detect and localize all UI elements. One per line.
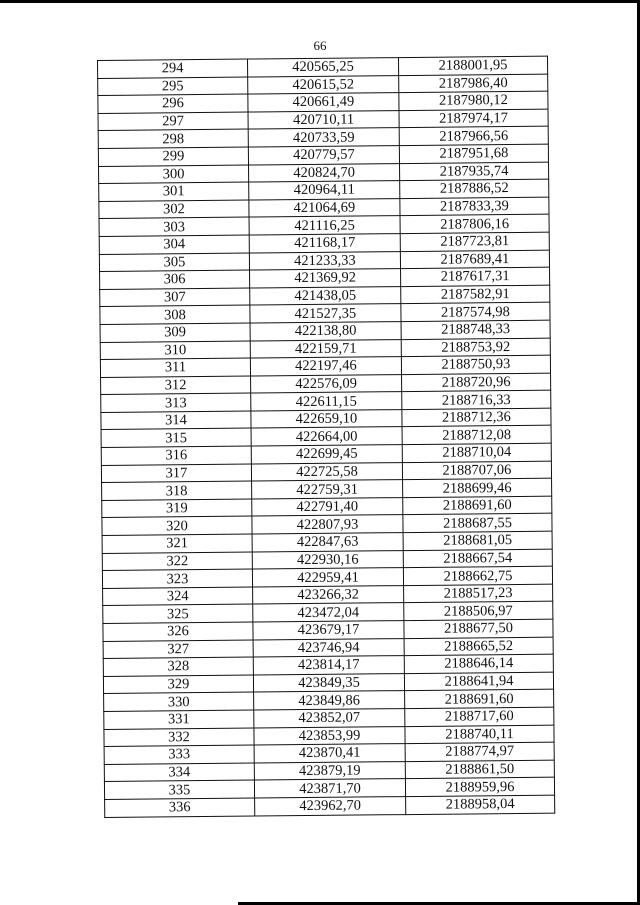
x-coordinate-cell: 421116,25	[249, 216, 400, 235]
point-number-cell: 297	[98, 112, 248, 131]
y-coordinate-cell: 2188712,08	[402, 426, 551, 445]
x-coordinate-cell: 423814,17	[253, 656, 404, 675]
point-number-cell: 326	[103, 622, 253, 641]
point-number-cell: 320	[102, 516, 252, 535]
point-number-cell: 321	[102, 534, 252, 553]
y-coordinate-cell: 2188677,50	[404, 619, 553, 638]
x-coordinate-cell: 423746,94	[253, 638, 404, 657]
point-number-cell: 305	[99, 253, 249, 272]
y-coordinate-cell: 2187980,12	[399, 91, 548, 110]
y-coordinate-cell: 2187833,39	[400, 197, 549, 216]
y-coordinate-cell: 2188774,97	[405, 742, 554, 761]
point-number-cell: 310	[100, 341, 250, 360]
point-number-cell: 318	[102, 481, 252, 500]
x-coordinate-cell: 420615,52	[248, 75, 399, 94]
point-number-cell: 333	[104, 745, 254, 764]
point-number-cell: 324	[103, 587, 253, 606]
x-coordinate-cell: 422699,45	[251, 445, 402, 464]
point-number-cell: 328	[103, 657, 253, 676]
y-coordinate-cell: 2188707,06	[402, 461, 551, 480]
y-coordinate-cell: 2188740,11	[405, 725, 554, 744]
x-coordinate-cell: 420779,57	[248, 146, 399, 165]
y-coordinate-cell: 2188691,60	[403, 496, 552, 515]
point-number-cell: 322	[102, 552, 252, 571]
point-number-cell: 319	[102, 499, 252, 518]
y-coordinate-cell: 2188646,14	[404, 654, 553, 673]
point-number-cell: 308	[100, 305, 250, 324]
point-number-cell: 315	[101, 429, 251, 448]
point-number-cell: 296	[98, 94, 248, 113]
table-row	[105, 795, 555, 817]
x-coordinate-cell: 423472,04	[253, 603, 404, 622]
y-coordinate-cell: 2188750,93	[401, 355, 550, 374]
coordinates-table	[97, 56, 555, 818]
x-coordinate-cell: 421064,69	[249, 198, 400, 217]
point-number-cell: 327	[103, 640, 253, 659]
y-coordinate-cell: 2188699,46	[403, 478, 552, 497]
x-coordinate-cell: 423852,07	[254, 709, 405, 728]
point-number-cell: 317	[101, 464, 251, 483]
y-coordinate-cell: 2188662,75	[403, 566, 552, 585]
y-coordinate-cell: 2188753,92	[401, 338, 550, 357]
y-coordinate-cell: 2187574,98	[401, 302, 550, 321]
y-coordinate-cell: 2187689,41	[400, 250, 549, 269]
x-coordinate-cell: 422138,80	[250, 321, 401, 340]
y-coordinate-cell: 2188665,52	[404, 637, 553, 656]
point-number-cell: 335	[104, 780, 254, 799]
y-coordinate-cell: 2187723,81	[400, 232, 549, 251]
point-number-cell: 329	[103, 675, 253, 694]
point-number-cell: 303	[99, 217, 249, 236]
x-coordinate-cell: 422576,09	[251, 374, 402, 393]
coordinates-table-wrapper	[97, 56, 555, 818]
point-number-cell: 298	[98, 129, 248, 148]
x-coordinate-cell: 420565,25	[247, 58, 398, 77]
x-coordinate-cell: 422959,41	[252, 568, 403, 587]
x-coordinate-cell: 422611,15	[251, 392, 402, 411]
point-number-cell: 307	[100, 288, 250, 307]
x-coordinate-cell: 421233,33	[249, 251, 400, 270]
point-number-cell: 299	[98, 147, 248, 166]
point-number-cell: 316	[101, 446, 251, 465]
y-coordinate-cell: 2187806,16	[400, 215, 549, 234]
x-coordinate-cell: 420733,59	[248, 128, 399, 147]
x-coordinate-cell: 422847,63	[252, 533, 403, 552]
x-coordinate-cell: 422159,71	[250, 339, 401, 358]
x-coordinate-cell: 423962,70	[255, 797, 406, 816]
x-coordinate-cell: 422197,46	[250, 357, 401, 376]
y-coordinate-cell: 2188720,96	[402, 373, 551, 392]
y-coordinate-cell: 2188716,33	[402, 390, 551, 409]
x-coordinate-cell: 420964,11	[249, 181, 400, 200]
y-coordinate-cell: 2187886,52	[400, 179, 549, 198]
x-coordinate-cell: 420661,49	[248, 93, 399, 112]
x-coordinate-cell: 421369,92	[250, 269, 401, 288]
point-number-cell: 304	[99, 235, 249, 254]
x-coordinate-cell: 422659,10	[251, 409, 402, 428]
point-number-cell: 294	[98, 59, 248, 78]
x-coordinate-cell: 423679,17	[253, 621, 404, 640]
point-number-cell: 312	[101, 376, 251, 395]
point-number-cell: 323	[102, 569, 252, 588]
coordinates-table-body	[98, 56, 555, 817]
x-coordinate-cell: 420710,11	[248, 110, 399, 129]
x-coordinate-cell: 421527,35	[250, 304, 401, 323]
y-coordinate-cell: 2188712,36	[402, 408, 551, 427]
y-coordinate-cell: 2187951,68	[399, 144, 548, 163]
point-number-cell: 331	[104, 710, 254, 729]
point-number-cell: 313	[101, 393, 251, 412]
y-coordinate-cell: 2188667,54	[403, 549, 552, 568]
x-coordinate-cell: 423853,99	[254, 726, 405, 745]
y-coordinate-cell: 2187935,74	[400, 162, 549, 181]
point-number-cell: 300	[99, 165, 249, 184]
y-coordinate-cell: 2188687,55	[403, 514, 552, 533]
y-coordinate-cell: 2188506,97	[404, 602, 553, 621]
y-coordinate-cell: 2187617,31	[401, 267, 550, 286]
point-number-cell: 325	[103, 604, 253, 623]
y-coordinate-cell: 2188748,33	[401, 320, 550, 339]
x-coordinate-cell: 423879,19	[254, 761, 405, 780]
y-coordinate-cell: 2187974,17	[399, 109, 548, 128]
x-coordinate-cell: 423870,41	[254, 744, 405, 763]
y-coordinate-cell: 2188710,04	[402, 443, 551, 462]
y-coordinate-cell: 2188691,60	[405, 690, 554, 709]
x-coordinate-cell: 423849,35	[253, 673, 404, 692]
point-number-cell: 302	[99, 200, 249, 219]
point-number-cell: 330	[104, 692, 254, 711]
y-coordinate-cell: 2187986,40	[399, 74, 548, 93]
x-coordinate-cell: 422807,93	[252, 515, 403, 534]
y-coordinate-cell: 2188517,23	[404, 584, 553, 603]
x-coordinate-cell: 421168,17	[249, 234, 400, 253]
scan-edge-top	[0, 0, 640, 3]
x-coordinate-cell: 422725,58	[251, 462, 402, 481]
y-coordinate-cell: 2188717,60	[405, 707, 554, 726]
point-number-cell: 301	[99, 182, 249, 201]
x-coordinate-cell: 423849,86	[254, 691, 405, 710]
y-coordinate-cell: 2188861,50	[405, 760, 554, 779]
point-number-cell: 332	[104, 728, 254, 747]
point-number-cell: 314	[101, 411, 251, 430]
point-number-cell: 336	[105, 798, 255, 817]
point-number-cell: 306	[100, 270, 250, 289]
y-coordinate-cell: 2188959,96	[405, 777, 554, 796]
y-coordinate-cell: 2188681,05	[403, 531, 552, 550]
y-coordinate-cell: 2187966,56	[399, 127, 548, 146]
y-coordinate-cell: 2187582,91	[401, 285, 550, 304]
point-number-cell: 309	[100, 323, 250, 342]
x-coordinate-cell: 423871,70	[254, 779, 405, 798]
y-coordinate-cell: 2188958,04	[406, 795, 555, 814]
x-coordinate-cell: 422664,00	[251, 427, 402, 446]
x-coordinate-cell: 420824,70	[249, 163, 400, 182]
point-number-cell: 295	[98, 77, 248, 96]
point-number-cell: 334	[104, 763, 254, 782]
x-coordinate-cell: 421438,05	[250, 286, 401, 305]
page-number: 66	[313, 38, 327, 53]
y-coordinate-cell: 2188641,94	[404, 672, 553, 691]
x-coordinate-cell: 423266,32	[253, 585, 404, 604]
x-coordinate-cell: 422791,40	[252, 497, 403, 516]
x-coordinate-cell: 422759,31	[252, 480, 403, 499]
point-number-cell: 311	[100, 358, 250, 377]
y-coordinate-cell: 2188001,95	[398, 56, 547, 75]
x-coordinate-cell: 422930,16	[252, 550, 403, 569]
